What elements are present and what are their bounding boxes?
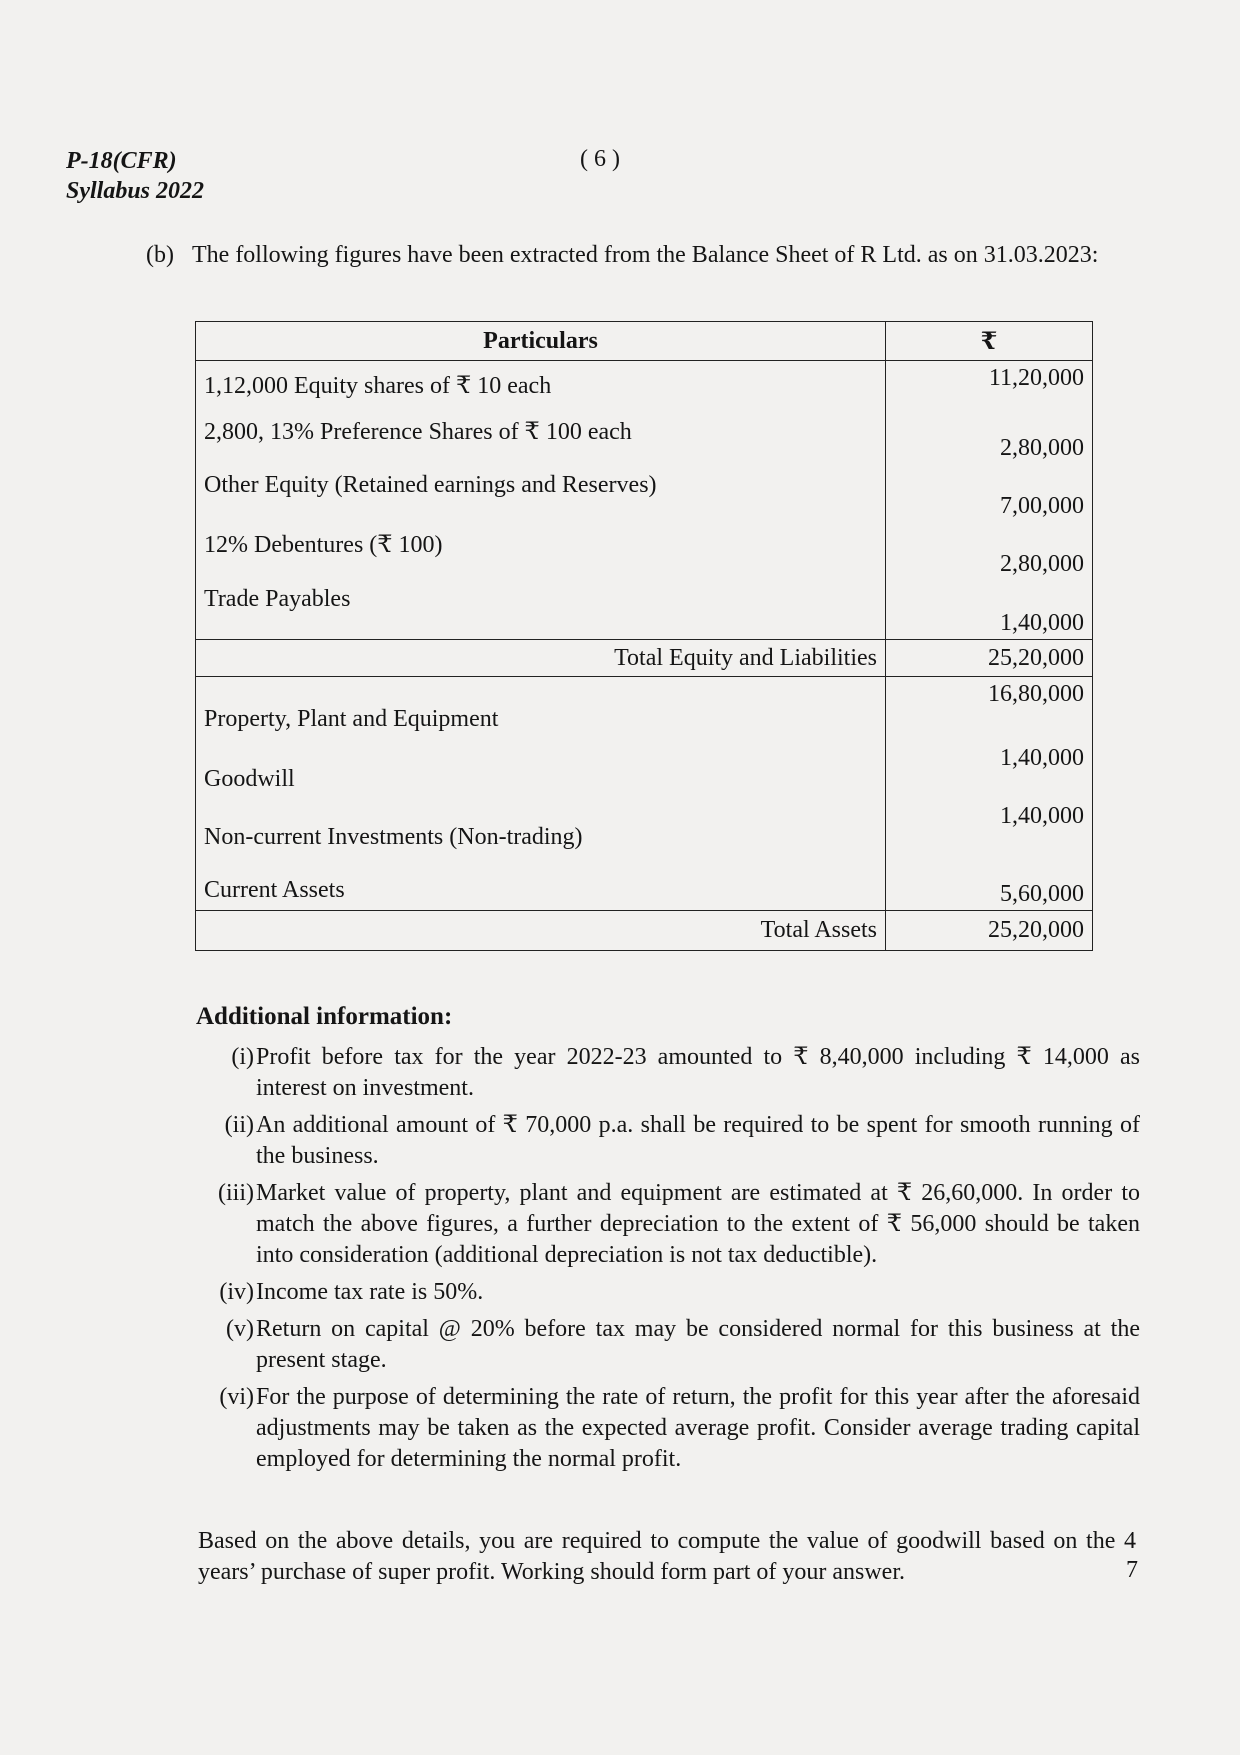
item-text: Return on capital @ 20% before tax may be considered normal for this business at the present stage. [256, 1316, 1140, 1373]
additional-info-title: Additional information: [196, 1003, 453, 1030]
item-number: (v) [226, 1316, 254, 1342]
row-particular: Goodwill [196, 739, 886, 797]
table-row [196, 855, 1093, 911]
row-particular: Non-current Investments (Non-trading) [196, 797, 886, 855]
row-particular: 2,800, 13% Preference Shares of ₹ 100 each [196, 411, 886, 466]
question-text: The following figures have been extracted from the Balance Sheet of R Ltd. as on 31.03.2023: [192, 242, 1099, 268]
row-particular: Trade Payables [196, 582, 886, 640]
table-row [196, 739, 1093, 797]
item-text: An additional amount of ₹ 70,000 p.a. shall be required to be spent for smooth running of the business. [256, 1112, 1140, 1169]
row-amount: 1,40,000 [886, 582, 1093, 640]
header-amount: ₹ [886, 322, 1093, 361]
item-number: (vi) [219, 1384, 254, 1410]
table-row [196, 582, 1093, 640]
page-number: ( 6 ) [580, 146, 620, 172]
row-amount: 7,00,000 [886, 466, 1093, 524]
list-item [196, 1110, 1140, 1172]
row-particular: Other Equity (Retained earnings and Reserves) [196, 466, 886, 524]
row-particular: Current Assets [196, 855, 886, 911]
row-particular: Property, Plant and Equipment [196, 677, 886, 739]
marks: 7 [1126, 1557, 1138, 1583]
total-liabilities-label: Total Equity and Liabilities [196, 640, 886, 677]
row-amount: 1,40,000 [886, 739, 1093, 797]
item-number: (iii) [218, 1180, 254, 1206]
list-item [196, 1314, 1140, 1376]
header-particulars: Particulars [196, 322, 886, 361]
list-item [196, 1277, 1140, 1308]
row-amount: 1,40,000 [886, 797, 1093, 855]
item-number: (iv) [219, 1279, 254, 1305]
item-text: Income tax rate is 50%. [256, 1279, 484, 1305]
question-intro [146, 240, 1136, 270]
closing-instruction: Based on the above details, you are required to compute the value of goodwill based on the 4 years’ purchase of super profit. Working should form part of your answer. [198, 1528, 1136, 1585]
item-text: Market value of property, plant and equipment are estimated at ₹ 26,60,000. In order to match the above figures, a further depreciation to the extent of ₹ 56,000 should be taken into consideration (additional depreciation is not tax deductible). [256, 1180, 1140, 1268]
total-assets-label: Total Assets [196, 911, 886, 951]
table-row [196, 466, 1093, 524]
list-item [196, 1042, 1140, 1104]
row-amount: 16,80,000 [886, 677, 1093, 739]
row-amount: 2,80,000 [886, 524, 1093, 582]
table-row [196, 524, 1093, 582]
item-text: Profit before tax for the year 2022-23 amounted to ₹ 8,40,000 including ₹ 14,000 as interest on investment. [256, 1044, 1140, 1101]
total-liabilities-row [196, 640, 1093, 677]
syllabus-year: Syllabus 2022 [66, 178, 205, 204]
total-assets-row [196, 911, 1093, 951]
table-row [196, 361, 1093, 411]
row-particular: 1,12,000 Equity shares of ₹ 10 each [196, 361, 886, 411]
total-liabilities-amount: 25,20,000 [886, 640, 1093, 677]
row-amount: 5,60,000 [886, 855, 1093, 911]
balance-sheet-table [195, 321, 1093, 951]
header-left [66, 146, 204, 206]
item-number: (i) [231, 1044, 254, 1070]
table-row [196, 677, 1093, 739]
paper-code: P-18(CFR) [66, 148, 177, 174]
list-item [196, 1178, 1140, 1271]
table-row [196, 411, 1093, 466]
row-amount: 2,80,000 [886, 411, 1093, 466]
list-item [196, 1382, 1140, 1475]
question-label: (b) [146, 242, 174, 268]
item-text: For the purpose of determining the rate of return, the profit for this year after the aforesaid adjustments may be taken as the expected average profit. Consider average trading capital employed for determining the normal profit. [256, 1384, 1140, 1472]
table-row [196, 797, 1093, 855]
total-assets-amount: 25,20,000 [886, 911, 1093, 951]
row-particular: 12% Debentures (₹ 100) [196, 524, 886, 582]
item-number: (ii) [224, 1112, 254, 1138]
additional-info-list [196, 1042, 1140, 1481]
table-header-row [196, 322, 1093, 361]
row-amount: 11,20,000 [886, 361, 1093, 411]
